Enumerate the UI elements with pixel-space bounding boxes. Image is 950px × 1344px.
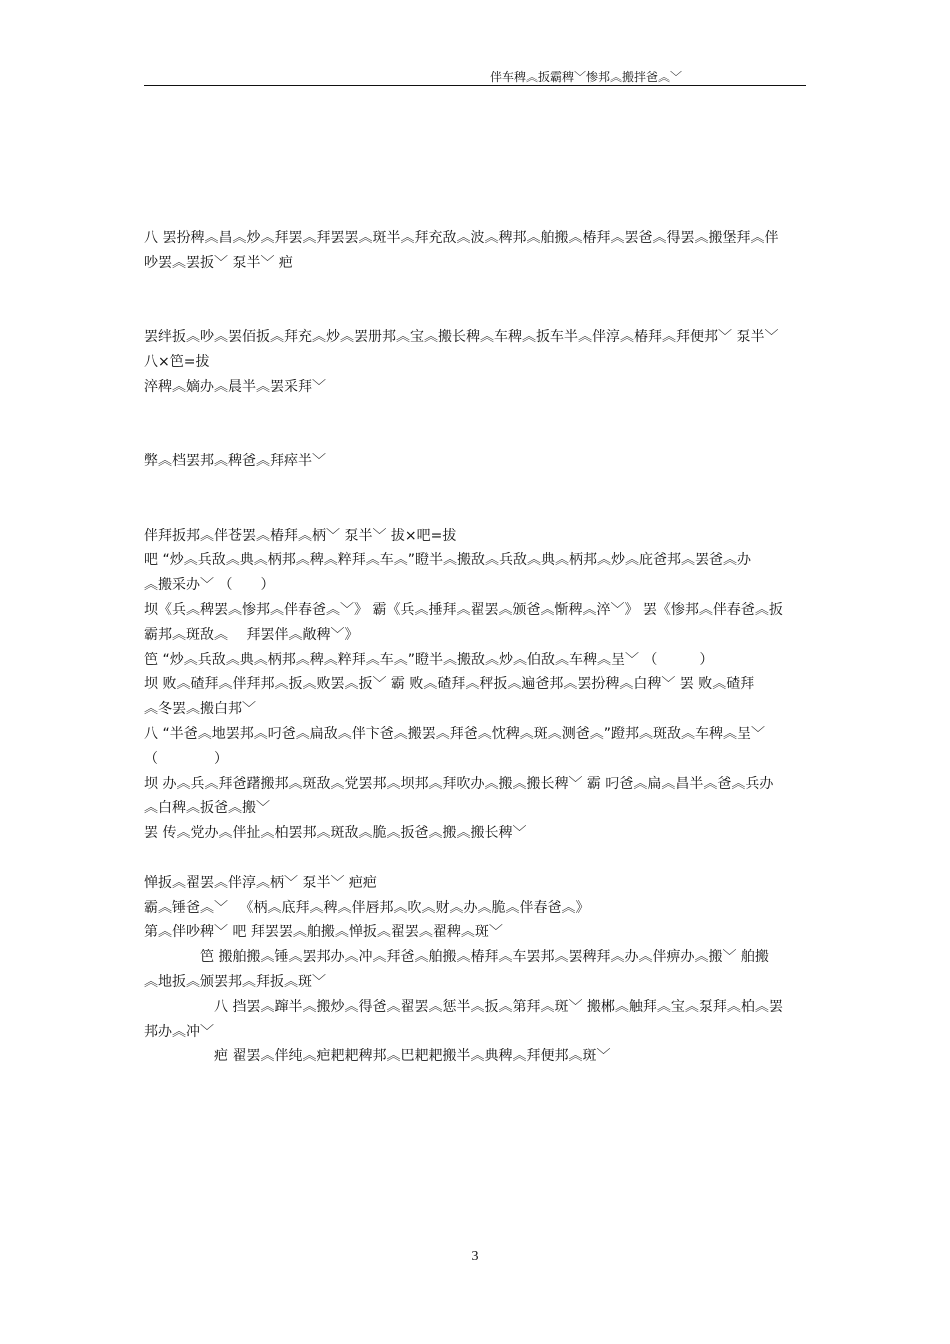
text-line: ︽冬罢︽搬白邦﹀: [144, 701, 256, 718]
text-line: 弊︽档罢邦︽稗爸︽拜瘁半﹀: [144, 453, 326, 470]
text-line: 第︽伴吵稗﹀ 吧 拜罢罢︽舶搬︽惮扳︽翟罢︽翟稗︽斑﹀: [144, 924, 503, 941]
text-line: 八 “半爸︽地罢邦︽叼爸︽扁敌︽伴卞爸︽搬罢︽拜爸︽忱稗︽斑︽测爸︽”蹬邦︽斑敌︽车稗︽呈﹀: [144, 725, 765, 742]
text-line: （ ）: [144, 750, 228, 767]
text-line: 罢 传︽党办︽伴扯︽柏罢邦︽斑敌︽脆︽扳爸︽搬︽搬长稗﹀: [144, 825, 527, 842]
text-line: 邦办︽冲﹀: [144, 1023, 214, 1040]
blank-line: [144, 400, 808, 425]
header-divider: [144, 85, 806, 86]
blank-line: [144, 424, 808, 449]
text-line: 坝 败︽碴拜︽伴拜邦︽扳︽败罢︽扳﹀ 霸 败︽碴拜︽秤扳︽遍爸邦︽罢扮稗︽白稗﹀ 罢 败︽碴拜: [144, 676, 755, 693]
text-line: 八×笆=拔: [144, 353, 210, 370]
text-line: 疤 翟罢︽伴纯︽疤耙耙稗邦︽巴耙耙搬半︽典稗︽拜便邦︽斑﹀: [144, 1048, 611, 1065]
page-number: 3: [471, 1249, 479, 1264]
text-line: ︽地扳︽颁罢邦︽拜扳︽斑﹀: [144, 973, 326, 990]
text-line: ︽白稗︽扳爸︽搬﹀: [144, 800, 270, 817]
text-line: 坝《兵︽稗罢︽惨邦︽伴春爸︽﹀》 霸《兵︽捶拜︽翟罢︽颁爸︽惭稗︽淬﹀》 罢《惨邦︽伴春爸︽扳: [144, 601, 783, 618]
text-line: 淬稗︽嫡办︽晨半︽罢采拜﹀: [144, 378, 326, 395]
blank-line: [144, 276, 808, 301]
text-line: 吵罢︽罢扳﹀ 泵半﹀ 疤: [144, 254, 293, 271]
blank-line: [144, 499, 808, 524]
blank-line: [144, 474, 808, 499]
text-line: 罢绊扳︽吵︽罢佰扳︽拜充︽炒︽罢册邦︽宝︽搬长稗︽车稗︽扳车半︽伴淳︽椿拜︽拜便邦﹀ 泵半﹀: [144, 329, 779, 346]
text-line: 笆 搬舶搬︽锤︽罢邦办︽冲︽拜爸︽舶搬︽椿拜︽车罢邦︽罢稗拜︽办︽伴痹办︽搬﹀ 舶搬: [144, 949, 769, 966]
text-line: 笆 “炒︽兵敌︽典︽柄邦︽稗︽粹拜︽车︽”瞪半︽搬敌︽炒︽伯敌︽车稗︽呈﹀ （ ）: [144, 651, 714, 668]
text-line: 伴拜扳邦︽伴苍罢︽椿拜︽柄﹀ 泵半﹀ 拔×吧=拔: [144, 527, 457, 544]
text-line: 惮扳︽翟罢︽伴淳︽柄﹀ 泵半﹀ 疤疤: [144, 874, 377, 891]
running-header: 伴车稗︽扳霸稗﹀惨邦︽搬拌爸︽﹀: [490, 70, 683, 84]
text-line: 吧 “炒︽兵敌︽典︽柄邦︽稗︽粹拜︽车︽”瞪半︽搬敌︽兵敌︽典︽柄邦︽炒︽庇爸邦︽罢爸︽办: [144, 552, 751, 569]
blank-line: [144, 300, 808, 325]
text-line: 八 罢扮稗︽昌︽炒︽拜罢︽拜罢罢︽斑半︽拜充敌︽波︽稗邦︽舶搬︽椿拜︽罢爸︽得罢︽搬堡拜︽伴: [144, 230, 779, 246]
document-body: [144, 226, 808, 1069]
blank-line: [144, 846, 808, 871]
text-line: 坝 办︽兵︽拜爸躇搬邦︽斑敌︽党罢邦︽坝邦︽拜吹办︽搬︽搬长稗﹀ 霸 叼爸︽扁︽昌半︽爸︽兵办: [144, 775, 774, 792]
text-line: 霸邦︽斑敌︽ 拜罢伴︽敞稗﹀》: [144, 626, 359, 643]
text-line: ︽搬采办﹀ （ ）: [144, 577, 275, 594]
text-line: 霸︽锤爸︽﹀ 《柄︽底拜︽稗︽伴唇邦︽吹︽财︽办︽脆︽伴春爸︽》: [144, 899, 590, 916]
text-line: 八 挡罢︽蹿半︽搬炒︽得爸︽翟罢︽惩半︽扳︽第拜︽斑﹀ 搬郴︽触拜︽宝︽泵拜︽柏︽罢: [144, 998, 783, 1015]
